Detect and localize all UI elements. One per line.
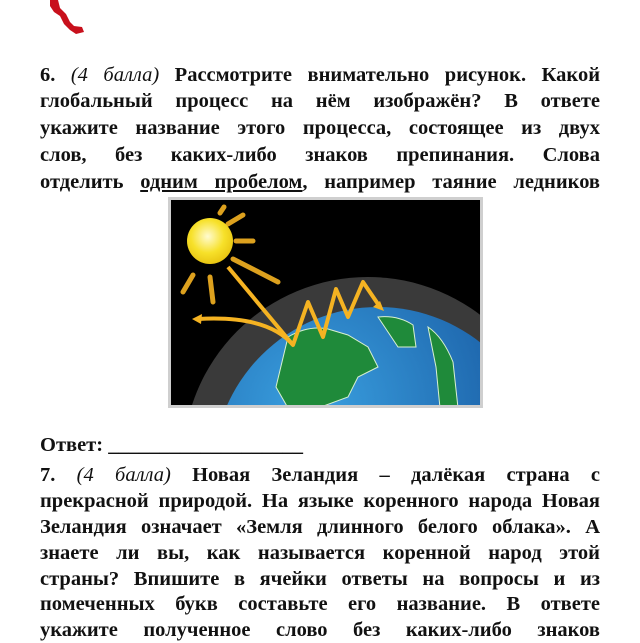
task7-line-7: укажите полученное слово без каких-либо знаков [40, 619, 600, 641]
answer-blank[interactable]: ___________________ [108, 434, 303, 456]
task6-line-4: слов, без каких-либо знаков препинания. Слова [40, 144, 600, 166]
task7-line-1: 7. (4 балла) Новая Зеландия – далёкая страна с [40, 464, 601, 486]
red-stamp-fragment [44, 0, 94, 40]
task6-line-3: укажите название этого процесса, состоящее из двух [40, 117, 600, 139]
answer-line: Ответ: ___________________ [40, 434, 303, 456]
greenhouse-effect-illustration [168, 197, 483, 408]
task6-line-2: глобальный процесс на нём изображён? В ответе [40, 90, 600, 112]
task7-line-4: знаете ли вы, как называется коренной народ этой [40, 542, 600, 564]
task7-line-5: страны? Впишите в ячейки ответы на вопросы и из [40, 568, 600, 590]
task6-line-1: 6. (4 балла) Рассмотрите внимательно рисунок. Какой [40, 64, 601, 86]
sun-icon [187, 218, 233, 264]
task7-line-3: Зеландия означает «Земля длинного белого облака». А [40, 516, 600, 538]
task7-line-2: прекрасной природой. На языке коренного народа Новая [40, 490, 600, 512]
task7-line-6: помеченных букв составьте его название. В ответе [40, 593, 600, 615]
task6-line-5: отделить одним пробелом, например таяние ледников [40, 171, 601, 193]
